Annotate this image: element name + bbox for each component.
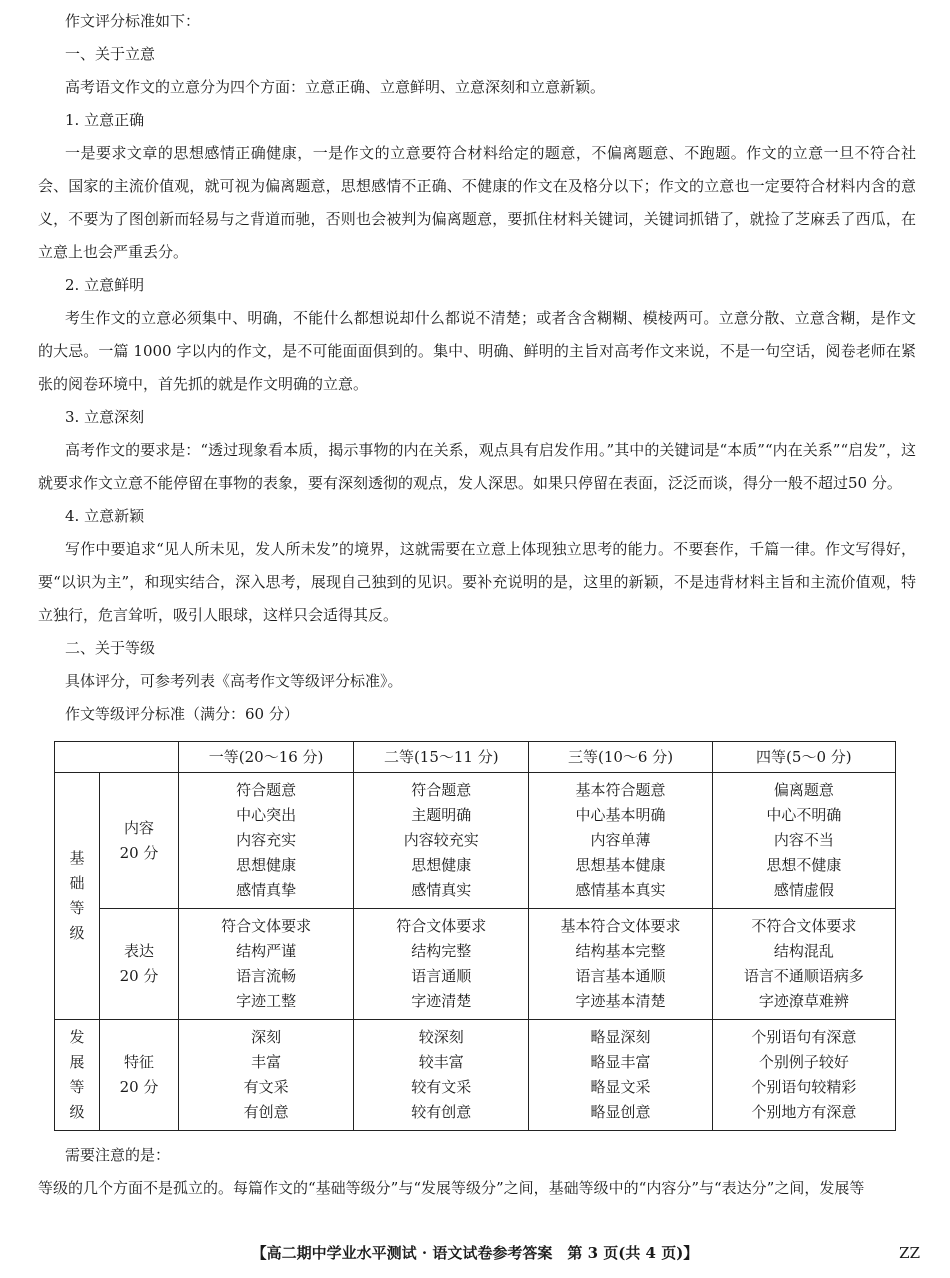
paragraph-profound: 高考作文的要求是：“透过现象看本质，揭示事物的内在关系，观点具有启发作用。”其中的关键词是“本质”“内在关系”“启发”，这就要求作文立意不能停留在事物的表象，要有深刻透彻的观点，发人深思。如果只停留在表面，泛泛而谈，得分一般不超过50 分。 [38, 441, 916, 492]
page-body [38, 0, 916, 1205]
group-basic-char: 级 [69, 924, 85, 942]
criterion: 语言通顺 [411, 967, 472, 985]
criterion: 个别语句较精彩 [751, 1078, 857, 1096]
paragraph-correct: 一是要求文章的思想感情正确健康，一是作文的立意要符合材料给定的题意，不偏离题意、不跑题。作文的立意一旦不符合社会、国家的主流价值观，就可视为偏离题意，思想感情不正确、不健康的作文在及格分以下；作文的立意也一定要符合材料内含的意义，不要为了图创新而轻易与之背道而驰，否则也会被判为偏离题意，要抓住材料关键词，关键词抓错了，就捡了芝麻丢了西瓜，在立意上也会严重丢分。 [38, 144, 916, 261]
expression-grade-1 [179, 909, 354, 1020]
expression-grade-4 [712, 909, 895, 1020]
criterion: 中心不明确 [766, 806, 842, 824]
criterion: 感情真实 [411, 881, 472, 899]
criterion: 结构混乱 [773, 942, 834, 960]
criterion: 内容充实 [236, 831, 297, 849]
header-grade-1: 一等(20～16 分) [179, 742, 354, 773]
criterion: 内容较充实 [403, 831, 479, 849]
criterion: 思想健康 [236, 856, 297, 874]
criterion: 符合文体要求 [396, 917, 487, 935]
criterion: 感情基本真实 [575, 881, 666, 899]
content-grade-3 [529, 773, 712, 909]
criterion: 结构完整 [411, 942, 472, 960]
criterion: 主题明确 [411, 806, 472, 824]
criterion: 个别语句有深意 [751, 1028, 857, 1046]
subheading-profound: 3. 立意深刻 [65, 408, 145, 426]
criterion: 符合题意 [236, 781, 297, 799]
heading-intent: 一、关于立意 [65, 45, 156, 63]
feature-grade-1 [179, 1020, 354, 1131]
criterion: 思想不健康 [766, 856, 842, 874]
criterion: 中心突出 [236, 806, 297, 824]
label-expression-name: 表达 [123, 942, 154, 960]
label-expression [100, 909, 179, 1020]
group-basic-char: 础 [69, 874, 85, 892]
heading-grade: 二、关于等级 [65, 639, 156, 657]
feature-grade-3 [529, 1020, 712, 1131]
feature-grade-2 [354, 1020, 529, 1131]
feature-grade-4 [712, 1020, 895, 1131]
group-basic-level [55, 773, 100, 1020]
criterion: 语言流畅 [236, 967, 297, 985]
criterion: 内容不当 [773, 831, 834, 849]
paragraph-distinct: 考生作文的立意必须集中、明确，不能什么都想说却什么都说不清楚；或者含含糊糊、模棱两可。立意分散、立意含糊，是作文的大忌。一篇 1000 字以内的作文，是不可能面面俱到的。集中、明确、鲜明的主旨对高考作文来说，不是一句空话，阅卷老师在紧张的阅卷环境中，首先抓的就是作文明确的立意。 [38, 309, 916, 393]
criterion: 符合题意 [411, 781, 472, 799]
criterion: 有创意 [243, 1103, 289, 1121]
group-dev-char: 展 [69, 1053, 85, 1071]
header-grade-3: 三等(10～6 分) [529, 742, 712, 773]
criterion: 有文采 [243, 1078, 289, 1096]
criterion: 略显创意 [590, 1103, 651, 1121]
criterion: 较深刻 [418, 1028, 464, 1046]
group-dev-char: 级 [69, 1103, 85, 1121]
criterion: 字迹基本清楚 [575, 992, 666, 1010]
subheading-correct: 1. 立意正确 [65, 111, 145, 129]
footer-code: ZZ [899, 1244, 920, 1262]
label-content [100, 773, 179, 909]
criterion: 思想基本健康 [575, 856, 666, 874]
criterion: 偏离题意 [773, 781, 834, 799]
table-header-row [55, 742, 896, 773]
criterion: 深刻 [251, 1028, 282, 1046]
criterion: 丰富 [251, 1053, 282, 1071]
subheading-novel: 4. 立意新颖 [65, 507, 145, 525]
criterion: 较有文采 [411, 1078, 472, 1096]
content-grade-4 [712, 773, 895, 909]
grading-table [54, 741, 896, 1131]
header-grade-2: 二等(15～11 分) [354, 742, 529, 773]
criterion: 较丰富 [418, 1053, 464, 1071]
table-row-expression [55, 909, 896, 1020]
label-feature [100, 1020, 179, 1131]
criterion: 字迹潦草难辨 [758, 992, 849, 1010]
header-grade-4: 四等(5～0 分) [712, 742, 895, 773]
criterion: 语言基本通顺 [575, 967, 666, 985]
criterion: 略显深刻 [590, 1028, 651, 1046]
criterion: 个别地方有深意 [751, 1103, 857, 1121]
criterion: 字迹工整 [236, 992, 297, 1010]
criterion: 略显丰富 [590, 1053, 651, 1071]
paragraph-novel: 写作中要追求“见人所未见，发人所未发”的境界，这就需要在立意上体现独立思考的能力。不要套作，千篇一律。作文写得好，要“以识为主”，和现实结合，深入思考，展现自己独到的见识。要补充说明的是，这里的新颖，不是违背材料主旨和主流价值观，特立独行，危言耸听，吸引人眼球，这样只会适得其反。 [38, 540, 916, 624]
criterion: 结构严谨 [236, 942, 297, 960]
criterion: 符合文体要求 [221, 917, 312, 935]
criterion: 感情虚假 [773, 881, 834, 899]
criterion: 中心基本明确 [575, 806, 666, 824]
note-paragraph: 等级的几个方面不是孤立的。每篇作文的“基础等级分”与“发展等级分”之间，基础等级中的“内容分”与“表达分”之间，发展等 [38, 1179, 865, 1197]
footer-title: 【高二期中学业水平测试 · 语文试卷参考答案 第 3 页(共 4 页)】 [251, 1244, 699, 1262]
table-row-content [55, 773, 896, 909]
criterion: 内容单薄 [590, 831, 651, 849]
label-expression-points: 20 分 [119, 967, 159, 985]
content-grade-2 [354, 773, 529, 909]
group-dev-char: 发 [69, 1028, 85, 1046]
table-corner-cell [55, 742, 179, 773]
expression-grade-3 [529, 909, 712, 1020]
criterion: 语言不通顺语病多 [743, 967, 864, 985]
page-footer [0, 1240, 950, 1266]
subheading-distinct: 2. 立意鲜明 [65, 276, 145, 294]
criterion: 思想健康 [411, 856, 472, 874]
label-content-name: 内容 [123, 818, 154, 837]
content-grade-1 [179, 773, 354, 909]
group-basic-char: 基 [69, 849, 85, 867]
group-dev-char: 等 [69, 1078, 85, 1096]
expression-grade-2 [354, 909, 529, 1020]
criterion: 基本符合文体要求 [560, 917, 681, 935]
criterion: 基本符合题意 [575, 781, 666, 799]
label-feature-name: 特征 [123, 1053, 154, 1071]
table-row-feature [55, 1020, 896, 1131]
grade-reference: 具体评分，可参考列表《高考作文等级评分标准》。 [65, 672, 403, 690]
intro-line: 作文评分标准如下： [65, 12, 201, 30]
group-development-level [55, 1020, 100, 1131]
table-title: 作文等级评分标准（满分：60 分） [65, 705, 299, 723]
label-content-points: 20 分 [119, 843, 159, 862]
intent-overview: 高考语文作文的立意分为四个方面：立意正确、立意鲜明、立意深刻和立意新颖。 [65, 78, 606, 96]
criterion: 个别例子较好 [758, 1053, 849, 1071]
group-basic-char: 等 [69, 899, 85, 917]
criterion: 略显文采 [590, 1078, 651, 1096]
criterion: 较有创意 [411, 1103, 472, 1121]
criterion: 结构基本完整 [575, 942, 666, 960]
criterion: 字迹清楚 [411, 992, 472, 1010]
criterion: 感情真挚 [236, 881, 297, 899]
note-heading: 需要注意的是： [65, 1146, 171, 1164]
label-feature-points: 20 分 [119, 1078, 159, 1096]
criterion: 不符合文体要求 [751, 917, 857, 935]
